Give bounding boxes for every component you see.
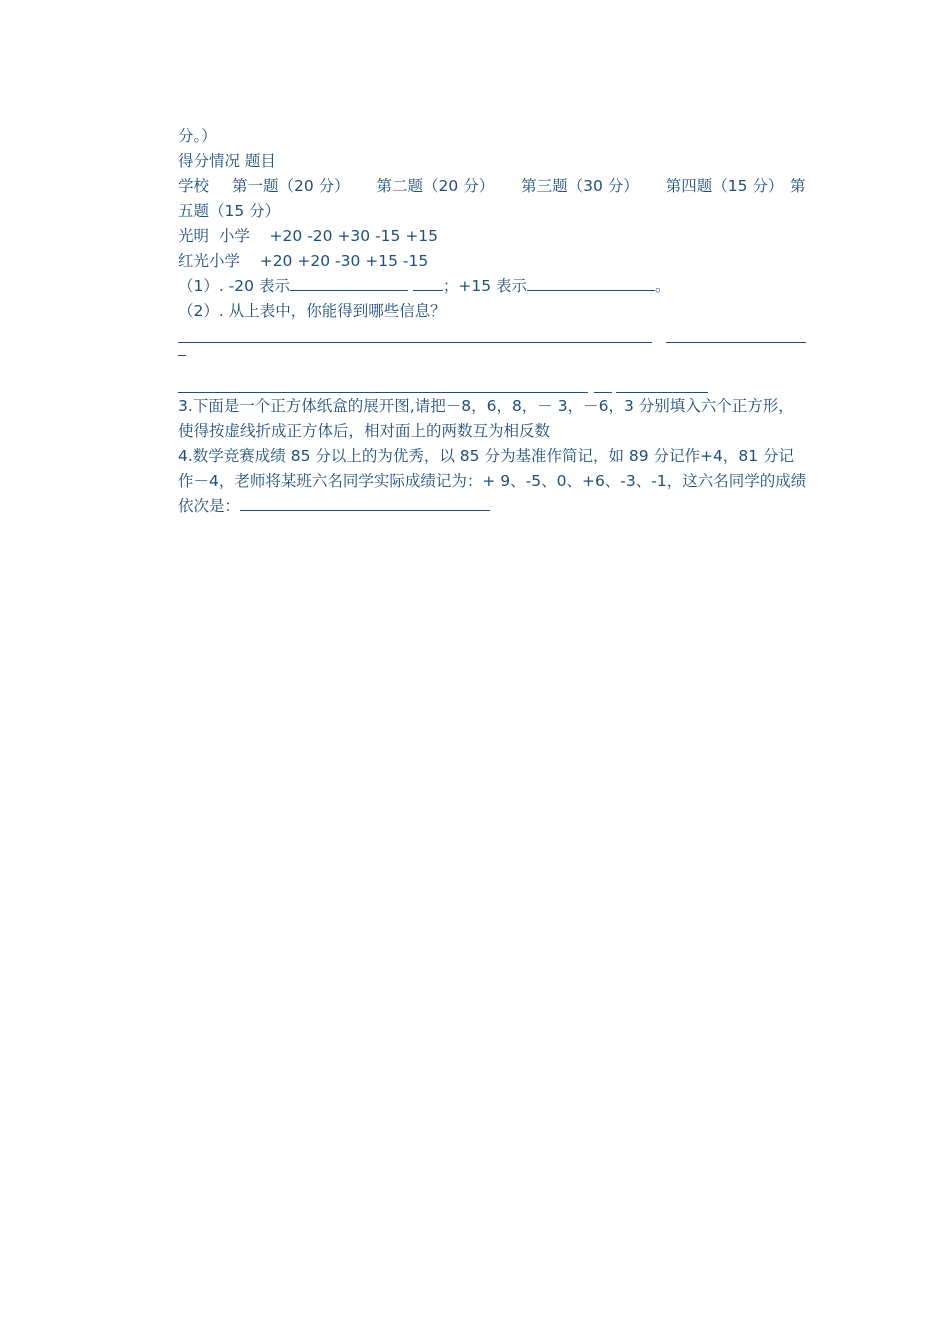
table-row: 红光小学 +20 +20 -30 +15 -15 <box>178 252 429 270</box>
table-header-cell: 第 <box>790 177 806 195</box>
question-2: （2）. 从上表中，你能得到哪些信息？ <box>178 302 446 320</box>
document-page <box>178 124 808 519</box>
table-header-cell: 第一题（20 分） <box>231 177 350 195</box>
table-caption: 得分情况 题目 <box>178 152 276 170</box>
answer-blank[interactable] <box>240 494 490 511</box>
table-row: 光明 小学 +20 -20 +30 -15 +15 <box>178 227 439 245</box>
question-4-text: 4.数学竞赛成绩 85 分以上的为优秀，以 85 分为基准作简记，如 89 分记作+4，81 分记作－4，老师将某班六名同学实际成绩记为：+ 9、-5、0、+6、-3、-1，这六名同学的成绩依次是： <box>178 447 807 515</box>
table-header-cell: 第四题（15 分） <box>665 177 784 195</box>
table-header-cell: 学校 <box>178 177 210 195</box>
question-3: 3.下面是一个正方体纸盒的展开图,请把－8，6，8，－ 3，－6，3 分别填入六个正方形，使得按虚线折成正方体后，相对面上的两数互为相反数 <box>178 397 794 440</box>
table-header-cell: 第三题（30 分） <box>521 177 639 195</box>
question-1-end: 。 <box>655 277 671 295</box>
question-1-middle: ；+15 表示 <box>442 277 528 295</box>
answer-blank[interactable] <box>527 274 655 291</box>
answer-line[interactable] <box>178 349 808 374</box>
answer-blank[interactable] <box>413 274 443 291</box>
question-1 <box>178 274 808 299</box>
text-line: 分。） <box>178 127 217 145</box>
answer-line[interactable] <box>178 324 808 349</box>
answer-line[interactable] <box>178 374 808 394</box>
question-1-prefix: （1）. -20 表示 <box>178 277 290 295</box>
table-header-row <box>178 174 808 199</box>
question-4 <box>178 444 808 519</box>
table-header-cell: 第二题（20 分） <box>376 177 495 195</box>
table-header-continued: 五题（15 分） <box>178 202 281 220</box>
answer-blank[interactable] <box>290 274 408 291</box>
